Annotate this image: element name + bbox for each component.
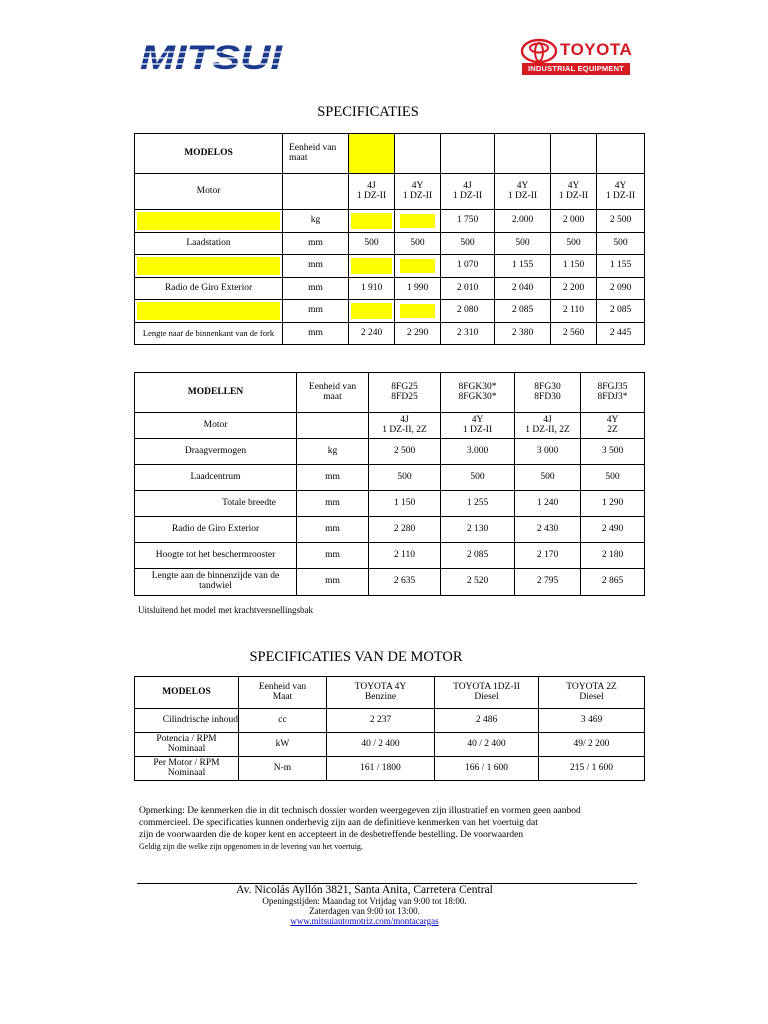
remarks-block — [139, 805, 609, 853]
highlight-box — [400, 304, 435, 318]
table2-footnote: Uitsluitend het model met krachtversnellingsbak — [138, 605, 313, 615]
table2-cell: 500 — [515, 465, 581, 491]
table2-cell: 3 500 — [581, 439, 645, 465]
table1-cell: 500 — [495, 233, 551, 255]
table3-cell: 2 237 — [327, 709, 435, 733]
table1-motor-cell: 4Y 1 DZ-II — [495, 174, 551, 210]
table1-row — [135, 300, 645, 323]
table3-header-unit: Eenheid van Maat — [239, 677, 327, 709]
mitsui-logo — [138, 40, 284, 74]
section-title-specificaties: SPECIFICATIES — [317, 104, 419, 120]
table3-cell: 161 / 1800 — [327, 757, 435, 781]
table2-motor-cell: 4J 1 DZ-II, 2Z — [515, 413, 581, 439]
mitsui-logo-graphic — [138, 40, 284, 74]
footer-website-link[interactable]: www.mitsuiautomotriz.com/montacargas — [290, 916, 439, 926]
toyota-logo — [520, 38, 632, 80]
table1-motor-cell: 4Y 1 DZ-II — [551, 174, 597, 210]
table1-header-empty — [441, 134, 495, 174]
table3-header-row — [135, 677, 645, 709]
table1-header-models: MODELOS — [135, 134, 283, 174]
table1-unit: mm — [283, 255, 349, 278]
table2-cell: 1 255 — [441, 491, 515, 517]
table1-row — [135, 323, 645, 345]
table3-unit: kW — [239, 733, 327, 757]
highlight-box — [137, 302, 280, 320]
table2-cell: 2 280 — [369, 517, 441, 543]
table2-cell: 2 170 — [515, 543, 581, 569]
toyota-logo-text: TOYOTA — [560, 40, 633, 59]
table3-cell: 3 469 — [539, 709, 645, 733]
table1-unit: mm — [283, 300, 349, 323]
table1-motor-cell: 4J 1 DZ-II — [441, 174, 495, 210]
table2-unit: mm — [297, 517, 369, 543]
table1-cell — [349, 300, 395, 323]
table1-cell: 500 — [441, 233, 495, 255]
table2-row — [135, 491, 645, 517]
table3-label: Cilindrische inhoud — [135, 709, 239, 733]
table1-cell — [395, 255, 441, 278]
table1-unit: kg — [283, 210, 349, 233]
table2-label: Lengte aan de binnenzijde van de tandwiel — [135, 569, 297, 596]
table2-motor-unit — [297, 413, 369, 439]
table1-header-unit-text: Eenheid van maat — [289, 142, 337, 163]
highlight-box — [137, 212, 280, 230]
table1-unit: mm — [283, 233, 349, 255]
highlight-box — [351, 258, 392, 274]
table1-header-empty — [551, 134, 597, 174]
table1-cell: 1 750 — [441, 210, 495, 233]
table2-motor-cell: 4J 1 DZ-II, 2Z — [369, 413, 441, 439]
table1-cell: 2 090 — [597, 278, 645, 300]
table3-cell: 215 / 1 600 — [539, 757, 645, 781]
table3-row — [135, 733, 645, 757]
remarks-line: zijn de voorwaarden die de koper kent en accepteert in de desbetreffende bestelling. De voorwaarden — [139, 830, 524, 840]
highlight-box — [400, 214, 435, 228]
table2-cell: 1 150 — [369, 491, 441, 517]
highlight-box — [351, 213, 392, 229]
table1-motor-unit — [283, 174, 349, 210]
table3-cell: 49/ 2 200 — [539, 733, 645, 757]
table2-motor-cell: 4Y 2Z — [581, 413, 645, 439]
table3-label: Per Motor / RPM Nominaal — [135, 757, 239, 781]
section-title-engine-specs: SPECIFICATIES VAN DE MOTOR — [249, 649, 463, 665]
table1-cell: 1 155 — [495, 255, 551, 278]
table2-header-row — [135, 373, 645, 413]
table2-unit: mm — [297, 569, 369, 596]
table1-cell: 500 — [597, 233, 645, 255]
toyota-logo-subtitle: INDUSTRIAL EQUIPMENT — [522, 63, 630, 75]
table1-cell: 500 — [349, 233, 395, 255]
table3-cell: 166 / 1 600 — [435, 757, 539, 781]
footer-hours-saturday: Zaterdagen van 9:00 tot 13:00. — [309, 906, 420, 916]
toyota-emblem-icon — [520, 38, 558, 64]
table1-row-label-cell — [135, 255, 283, 278]
table2-cell: 500 — [441, 465, 515, 491]
table3-header-models: MODELOS — [135, 677, 239, 709]
table2-cell: 2 500 — [369, 439, 441, 465]
table1-row-label-cell — [135, 210, 283, 233]
table1-cell: 1 155 — [597, 255, 645, 278]
table2-cell: 2 110 — [369, 543, 441, 569]
table1-cell — [349, 210, 395, 233]
table2-cell: 2 635 — [369, 569, 441, 596]
table1-cell: 2 085 — [597, 300, 645, 323]
table2-row — [135, 517, 645, 543]
table1-cell: 2 010 — [441, 278, 495, 300]
table2-label: Totale breedte — [135, 491, 297, 517]
table3-cell: 2 486 — [435, 709, 539, 733]
table1-cell: 1 150 — [551, 255, 597, 278]
table1-row — [135, 255, 645, 278]
table1-unit: mm — [283, 278, 349, 300]
table1-cell: 2 000 — [551, 210, 597, 233]
table1-cell: 2 110 — [551, 300, 597, 323]
remarks-line: Geldig zijn die welke zijn opgenomen in de levering van het voertuig. — [139, 842, 363, 851]
table2-motor-label: Motor — [135, 413, 297, 439]
table2-cell: 2 085 — [441, 543, 515, 569]
table1-label: Radio de Giro Exterior — [135, 278, 283, 300]
table2-row — [135, 439, 645, 465]
table1-motor-cell: 4J 1 DZ-II — [349, 174, 395, 210]
table1-header-unit — [283, 134, 349, 174]
table2-header-model: 8FGJ35 8FDJ3* — [581, 373, 645, 413]
table1-motor-cell: 4Y 1 DZ-II — [597, 174, 645, 210]
footer-address: Av. Nicolás Ayllón 3821, Santa Anita, Carretera Central — [236, 884, 493, 896]
highlight-box — [137, 257, 280, 275]
table3-row — [135, 709, 645, 733]
table3-header-engine: TOYOTA 2Z Diesel — [539, 677, 645, 709]
table1-header-row — [135, 134, 645, 174]
table2-cell: 3.000 — [441, 439, 515, 465]
table2-row — [135, 465, 645, 491]
table1-label: Laadstation — [135, 233, 283, 255]
table1-motor-label: Motor — [135, 174, 283, 210]
table1-cell: 1 990 — [395, 278, 441, 300]
table1-cell: 2 500 — [597, 210, 645, 233]
table2-header-unit: Eenheid van maat — [297, 373, 369, 413]
table2-header-model: 8FG25 8FD25 — [369, 373, 441, 413]
table1-cell: 2 310 — [441, 323, 495, 345]
highlight-box — [351, 303, 392, 319]
table3-label: Potencia / RPM Nominaal — [135, 733, 239, 757]
table3-cell: 40 / 2 400 — [435, 733, 539, 757]
mitsui-logo-text: MITSUI — [140, 40, 284, 74]
table1-cell: 2 085 — [495, 300, 551, 323]
table2-cell: 1 290 — [581, 491, 645, 517]
spec-table-1 — [134, 133, 645, 345]
table2-cell: 3 000 — [515, 439, 581, 465]
table2-cell: 2 520 — [441, 569, 515, 596]
table2-cell: 2 130 — [441, 517, 515, 543]
table2-cell: 2 430 — [515, 517, 581, 543]
engine-spec-table — [134, 676, 645, 781]
table1-cell: 1 910 — [349, 278, 395, 300]
table2-label: Draagvermogen — [135, 439, 297, 465]
table1-cell: 2 380 — [495, 323, 551, 345]
table1-unit: mm — [283, 323, 349, 345]
table2-cell: 2 795 — [515, 569, 581, 596]
table2-motor-cell: 4Y 1 DZ-II — [441, 413, 515, 439]
table1-cell: 2 200 — [551, 278, 597, 300]
table2-header-models: MODELLEN — [135, 373, 297, 413]
table2-unit: mm — [297, 543, 369, 569]
table3-cell: 40 / 2 400 — [327, 733, 435, 757]
table2-row — [135, 569, 645, 596]
table3-unit: cc — [239, 709, 327, 733]
table2-cell: 2 865 — [581, 569, 645, 596]
table1-motor-row — [135, 174, 645, 210]
table1-label: Lengte naar de binnenkant van de fork — [135, 323, 283, 345]
table1-cell: 2 240 — [349, 323, 395, 345]
table2-row — [135, 543, 645, 569]
table2-label: Laadcentrum — [135, 465, 297, 491]
table2-header-model: 8FG30 8FD30 — [515, 373, 581, 413]
remarks-line: commercieel. De specificaties kunnen onderhevig zijn aan de definitieve kenmerken van het voertuig dat — [139, 818, 538, 828]
table1-header-yellow-cell — [349, 134, 395, 174]
table1-header-empty — [597, 134, 645, 174]
table2-cell: 1 240 — [515, 491, 581, 517]
table2-unit: kg — [297, 439, 369, 465]
table3-header-engine: TOYOTA 4Y Benzine — [327, 677, 435, 709]
table1-cell: 500 — [395, 233, 441, 255]
table1-cell — [349, 255, 395, 278]
table1-row — [135, 278, 645, 300]
table2-cell: 500 — [581, 465, 645, 491]
table1-header-empty — [495, 134, 551, 174]
footer — [137, 884, 592, 926]
table2-label: Hoogte tot het beschermrooster — [135, 543, 297, 569]
table2-header-model: 8FGK30* 8FGK30* — [441, 373, 515, 413]
table1-cell: 2.000 — [495, 210, 551, 233]
table1-cell — [395, 210, 441, 233]
table2-cell: 2 180 — [581, 543, 645, 569]
table2-unit: mm — [297, 491, 369, 517]
table3-unit: N-m — [239, 757, 327, 781]
table1-row-label-cell — [135, 300, 283, 323]
table1-cell: 2 445 — [597, 323, 645, 345]
table2-cell: 500 — [369, 465, 441, 491]
table1-cell — [395, 300, 441, 323]
table1-cell: 1 070 — [441, 255, 495, 278]
table2-motor-row — [135, 413, 645, 439]
table1-cell: 2 080 — [441, 300, 495, 323]
table3-row — [135, 757, 645, 781]
remarks-line: Opmerking: De kenmerken die in dit technisch dossier worden weergegeven zijn illustratief en vormen geen aanbod — [139, 806, 581, 816]
table1-row — [135, 233, 645, 255]
table1-cell: 2 560 — [551, 323, 597, 345]
table2-label: Radio de Giro Exterior — [135, 517, 297, 543]
table1-motor-cell: 4Y 1 DZ-II — [395, 174, 441, 210]
footer-hours-weekdays: Openingstijden: Maandag tot Vrijdag van 9:00 tot 18:00. — [262, 896, 467, 906]
highlight-box — [400, 259, 435, 273]
table1-header-empty — [395, 134, 441, 174]
table2-unit: mm — [297, 465, 369, 491]
table1-cell: 2 290 — [395, 323, 441, 345]
table1-cell: 500 — [551, 233, 597, 255]
spec-table-2 — [134, 372, 645, 596]
table1-cell: 2 040 — [495, 278, 551, 300]
table3-header-engine: TOYOTA 1DZ-II Diesel — [435, 677, 539, 709]
table1-row — [135, 210, 645, 233]
table2-cell: 2 490 — [581, 517, 645, 543]
